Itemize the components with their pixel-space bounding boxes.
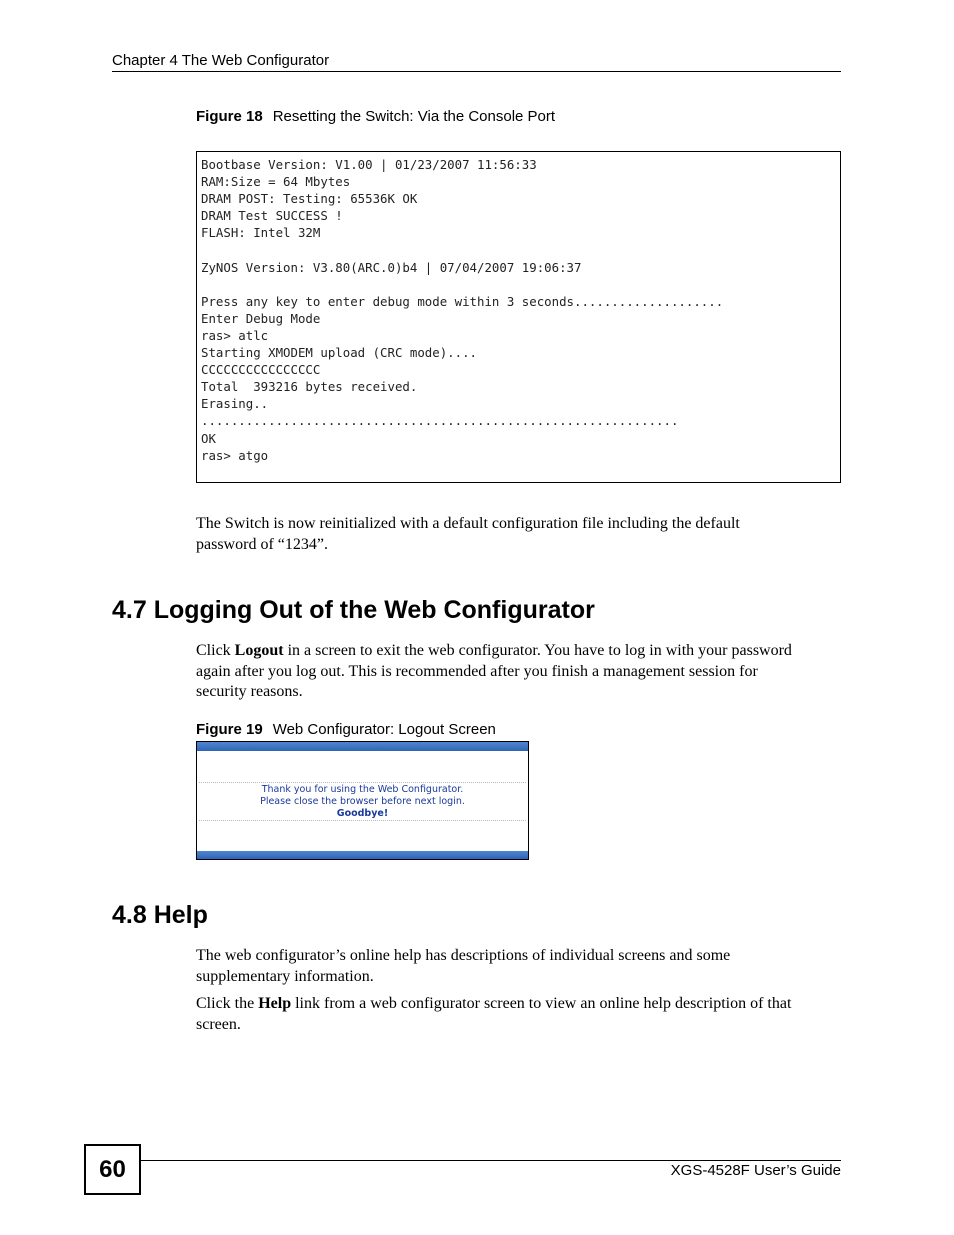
bottom-blue-bar xyxy=(197,851,528,859)
text-line: security reasons. xyxy=(196,683,303,700)
text-run: link from a web configurator screen to view an online help description of that xyxy=(291,995,792,1012)
console-output-box xyxy=(196,151,841,483)
text-line xyxy=(196,641,792,662)
guide-title: XGS-4528F User’s Guide xyxy=(670,1162,841,1179)
goodbye-text: Goodbye! xyxy=(336,808,389,819)
text-line: supplementary information. xyxy=(196,967,374,985)
header-rule xyxy=(112,71,841,72)
text-line: The Switch is now reinitialized with a default configuration file including the default xyxy=(196,515,740,532)
figure-19-label: Figure 19 xyxy=(196,721,263,738)
logout-message-line: Please close the browser before next login. xyxy=(260,796,465,807)
figure-18-label: Figure 18 xyxy=(196,108,263,125)
text-line: again after you log out. This is recommended after you finish a management session for xyxy=(196,662,758,680)
page-number: 60 xyxy=(84,1144,141,1195)
help-paragraph-2 xyxy=(196,994,791,1035)
text-line xyxy=(196,994,791,1015)
figure-18-title: Resetting the Switch: Via the Console Port xyxy=(272,108,556,125)
help-term: Help xyxy=(258,995,292,1012)
text-line: screen. xyxy=(196,1015,241,1033)
dotted-rule xyxy=(199,782,526,783)
running-header: Chapter 4 The Web Configurator xyxy=(112,52,330,69)
top-blue-bar xyxy=(197,742,528,751)
console-output: Bootbase Version: V1.00 | 01/23/2007 11:56:33 RAM:Size = 64 Mbytes DRAM POST: Testing: 65536K OK DRAM Test SUCCESS ! FLASH: Intel 32M ZyNOS Version: V3.80(ARC.0)b4 | 07/04/2007 19:06:37 Press any key to enter debug mode within 3 seconds.................... Enter Debug Mode ras> atlc Starting XMODEM upload (CRC mode).... CCCCCCCCCCCCCCCC Total 393216 bytes received. Erasing.. ................................................................ OK ras> atgo xyxy=(201,157,724,463)
logout-message xyxy=(197,784,528,820)
footer-rule xyxy=(141,1160,841,1161)
logout-paragraph xyxy=(196,641,792,703)
logout-term: Logout xyxy=(234,642,284,659)
text-run: Click xyxy=(196,642,235,659)
section-heading-4-7: 4.7 Logging Out of the Web Configurator xyxy=(112,596,595,624)
logout-message-line: Thank you for using the Web Configurator. xyxy=(261,784,464,795)
dotted-rule xyxy=(199,820,526,821)
figure-18-caption xyxy=(196,108,555,125)
text-line: The web configurator’s online help has descriptions of individual screens and some xyxy=(196,947,731,964)
text-run: Click the xyxy=(196,995,259,1012)
text-line: password of “1234”. xyxy=(196,535,328,553)
reinit-paragraph xyxy=(196,514,740,555)
text-run: in a screen to exit the web configurator. You have to log in with your password xyxy=(283,642,792,659)
figure-19-title: Web Configurator: Logout Screen xyxy=(272,721,496,738)
logout-screen-image xyxy=(196,741,529,860)
figure-19-caption xyxy=(196,721,496,738)
help-paragraph-1 xyxy=(196,946,730,987)
section-heading-4-8: 4.8 Help xyxy=(112,901,208,929)
